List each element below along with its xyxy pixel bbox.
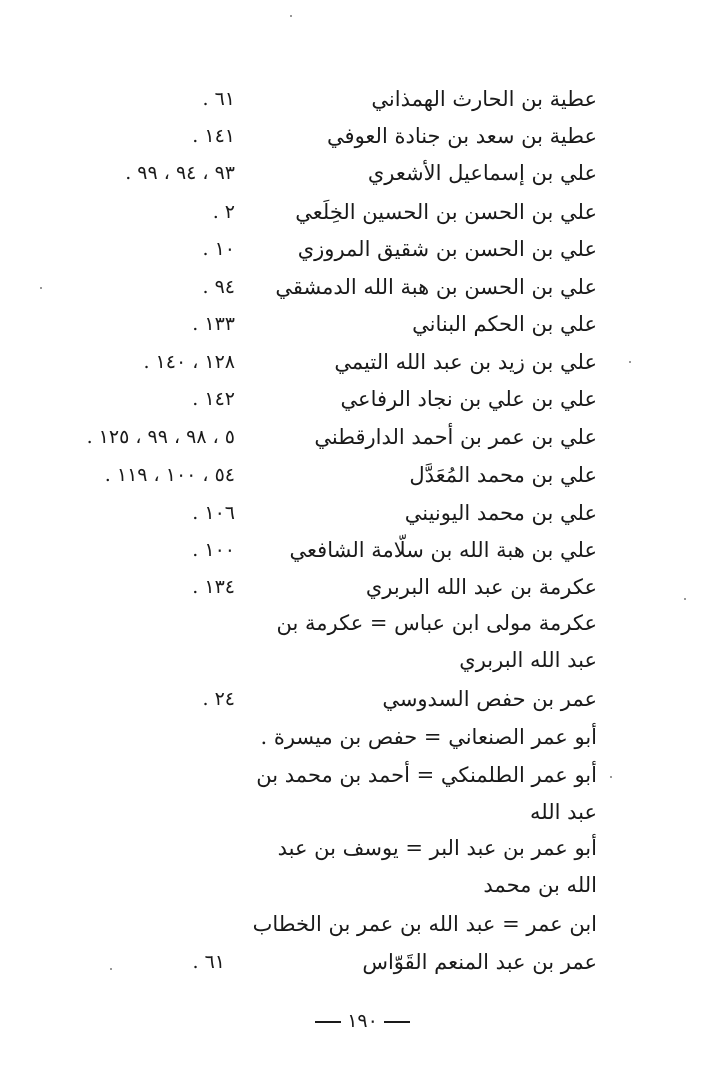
scan-speck <box>629 361 631 363</box>
entry-name: عكرمة بن عبد الله البربري <box>365 575 597 599</box>
entry-name: علي بن محمد المُعَدَّل <box>409 463 597 487</box>
index-entry <box>0 718 725 756</box>
page-footer <box>0 1010 725 1032</box>
index-entry <box>0 80 725 118</box>
footer-dash <box>384 1021 410 1023</box>
entry-name: علي بن الحسن بن شقيق المروزي <box>297 237 597 261</box>
entry-name: عكرمة مولى ابن عباس = عكرمة بن عبد الله البربري <box>276 611 597 672</box>
entry-name: عطية بن الحارث الهمذاني <box>371 87 597 111</box>
index-entry <box>0 268 725 306</box>
entry-page-refs: ٢٤ . <box>202 688 235 710</box>
index-entry <box>0 193 725 231</box>
index-entry <box>0 494 725 532</box>
entry-name: علي بن زيد بن عبد الله التيمي <box>334 350 597 374</box>
entry-name: علي بن الحسن بن الحسين الخِلَعي <box>295 200 597 224</box>
index-entry <box>0 531 725 569</box>
entry-name: ابن عمر = عبد الله بن عمر بن الخطاب <box>252 912 597 936</box>
entry-page-refs: ١٣٤ . <box>192 576 235 598</box>
entry-page-refs: ١٠ . <box>202 238 235 260</box>
entry-page-refs: ١٠٠ . <box>192 539 235 561</box>
index-entry <box>0 905 725 943</box>
footer-dash <box>315 1021 341 1023</box>
entry-page-refs: ١٤١ . <box>192 125 235 147</box>
page-number: ١٩٠ <box>347 1010 378 1032</box>
entry-name: علي بن علي بن نجاد الرفاعي <box>340 387 597 411</box>
entry-page-refs: ٥ ، ٩٨ ، ٩٩ ، ١٢٥ . <box>86 426 235 448</box>
entry-page-refs: ١٠٦ . <box>192 502 235 524</box>
index-entry <box>0 456 725 494</box>
entry-page-refs: ٩٤ . <box>202 276 235 298</box>
entry-name: علي بن عمر بن أحمد الدارقطني <box>314 425 597 449</box>
index-entry <box>0 680 725 718</box>
entry-page-refs: ٦١ . <box>192 951 225 973</box>
entry-name: أبو عمر الصنعاني = حفص بن ميسرة . <box>260 725 597 749</box>
index-entry <box>0 154 725 192</box>
entry-page-refs: ٩٣ ، ٩٤ ، ٩٩ . <box>125 162 235 184</box>
entry-name: علي بن إسماعيل الأشعري <box>367 161 597 185</box>
index-entry <box>0 305 725 343</box>
index-entry <box>0 418 725 456</box>
scan-speck <box>684 598 686 600</box>
entry-name: علي بن الحسن بن هبة الله الدمشقي <box>275 275 597 299</box>
index-entry <box>0 830 725 906</box>
scan-speck <box>40 287 42 289</box>
index-entry <box>0 943 725 981</box>
scan-speck <box>610 776 612 778</box>
entry-name: عمر بن حفص السدوسي <box>382 687 597 711</box>
entry-name: علي بن الحكم البناني <box>412 312 597 336</box>
entry-name: عمر بن عبد المنعم القَوّاس <box>362 950 597 974</box>
entry-name: عطية بن سعد بن جنادة العوفي <box>327 124 597 148</box>
index-entry <box>0 568 725 606</box>
index-entry <box>0 380 725 418</box>
index-entry <box>0 343 725 381</box>
index-entry <box>0 117 725 155</box>
entry-page-refs: ٦١ . <box>202 88 235 110</box>
entry-name: أبو عمر الطلمنكي = أحمد بن محمد بن عبد الله <box>256 763 597 824</box>
entry-name: علي بن هبة الله بن سلّامة الشافعي <box>289 538 597 562</box>
index-entry <box>0 230 725 268</box>
scan-speck <box>110 968 112 970</box>
entry-page-refs: ١٣٣ . <box>192 313 235 335</box>
entry-name: أبو عمر بن عبد البر = يوسف بن عبد الله بن محمد <box>277 836 597 897</box>
entry-name: علي بن محمد اليونيني <box>404 501 597 525</box>
index-entry <box>0 605 725 681</box>
index-entry <box>0 757 725 833</box>
scan-speck <box>290 15 292 17</box>
entry-page-refs: ٢ . <box>212 201 235 223</box>
entry-page-refs: ٥٤ ، ١٠٠ ، ١١٩ . <box>104 464 235 486</box>
entry-page-refs: ١٤٢ . <box>192 388 235 410</box>
entry-page-refs: ١٢٨ ، ١٤٠ . <box>143 351 235 373</box>
